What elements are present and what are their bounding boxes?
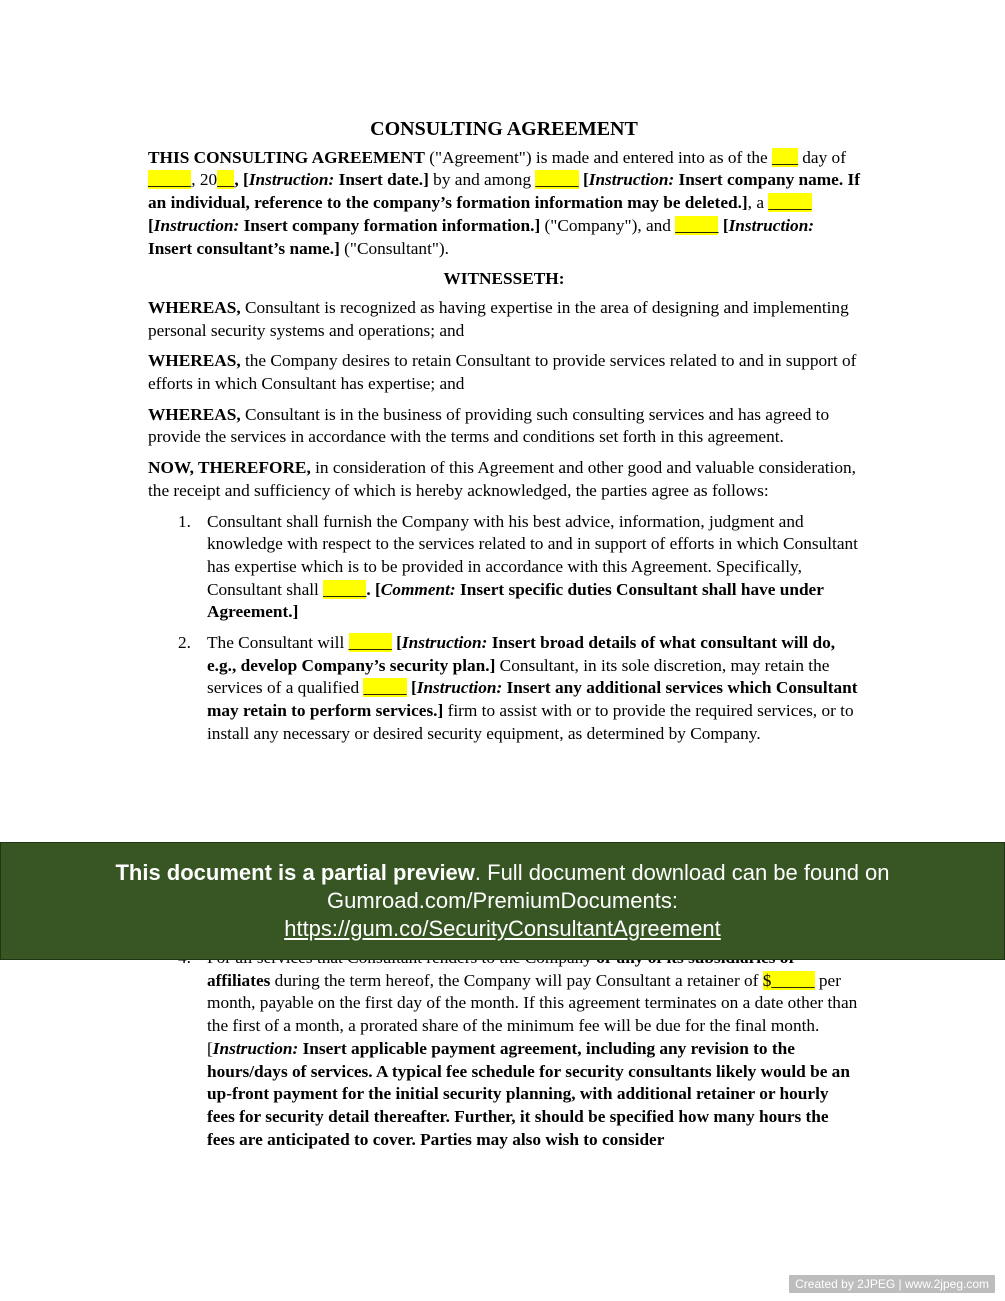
whereas-1: WHEREAS, Consultant is recognized as having expertise in the area of designing and implementing personal security systems and operations; and (148, 297, 849, 340)
now-therefore: NOW, THEREFORE, in consideration of this Agreement and other good and valuable consideration, the receipt and sufficiency of which is hereby acknowledged, the parties agree as follows: (148, 458, 856, 500)
blank-year[interactable]: __ (217, 170, 235, 190)
intro-paragraph: THIS CONSULTING AGREEMENT ("Agreement") is made and entered into as of the ___ day of _____, 20__, [Instruction: Insert date.] by and among _____ [Instruction: Insert company name. If an individual, reference to the company’s formation information may be deleted.], a _____ [Instruction: Insert company formation information.] ("Company"), and _____ [Instruction: Insert consultant’s name.] ("Consultant"). (148, 147, 860, 258)
blank-consultant[interactable]: _____ (675, 215, 719, 235)
document-title: CONSULTING AGREEMENT (370, 118, 638, 140)
whereas-2: WHEREAS, the Company desires to retain Consultant to provide services related to and in support of efforts in which Consultant has expertise; and (148, 351, 857, 394)
blank-company[interactable]: _____ (535, 170, 579, 190)
preview-banner: This document is a partial preview. Full document download can be found on Gumroad.com/PremiumDocuments: https://gum.co/SecurityConsultantAgreement (0, 842, 1005, 960)
blank-formation[interactable]: _____ (768, 193, 812, 213)
list-item-4 (148, 955, 860, 1159)
list-item: 2. The Consultant will _____ [Instruction: Insert broad details of what consultant will do, e.g., develop Company’s security plan.] Consultant, in its sole discretion, may retain the services of a qualified _____ [Instruction: Insert any additional services which Consultant may retain to perform services.] firm to assist with or to provide the required services, or to install any necessary or desired security equipment, as determined by Company. (178, 633, 858, 743)
list-item: 1. Consultant shall furnish the Company with his best advice, information, judgment and knowledge with respect to the services related to and in support of efforts in which Consultant has expertise which is to be provided in accordance with this Agreement. Specifically, Consultant shall _____. [Comment: Insert specific duties Consultant shall have under Agreement.] (178, 511, 858, 622)
download-link[interactable]: https://gum.co/SecurityConsultantAgreement (284, 916, 721, 941)
blank-day[interactable]: ___ (772, 147, 798, 167)
whereas-3: WHEREAS, Consultant is in the business of providing such consulting services and has agreed to provide the services in accordance with the terms and conditions set forth in this agreement. (148, 404, 830, 447)
blank-retainer[interactable]: $_____ (762, 970, 815, 990)
blank-duties[interactable]: _____ (323, 579, 367, 599)
list-item: affiliates during the term hereof, the Company will pay Consultant a retainer of $_____ per month, payable on the first day of the month. If this agreement terminates on a date other than the first of a month, a prorated share of the minimum fee will be due for the final month. [Instruction: Insert applicable payment agreement, including any revision to the hours/days of services. A typical fee schedule for security consultants likely would be an up-front payment for the initial security planning, with additional retainer or hourly fees for security detail thereafter. Further, it should be specified how many hours the fees are anticipated to cover. Parties may also wish to consider (207, 970, 858, 1149)
watermark: Created by 2JPEG | www.2jpeg.com (789, 1275, 995, 1293)
blank-month[interactable]: _____ (148, 170, 192, 190)
witnesseth-heading: WITNESSETH: (443, 269, 565, 289)
terms-list (148, 511, 860, 746)
document-body (148, 118, 860, 754)
blank-services[interactable]: _____ (348, 633, 392, 653)
blank-qualified[interactable]: _____ (363, 678, 407, 698)
